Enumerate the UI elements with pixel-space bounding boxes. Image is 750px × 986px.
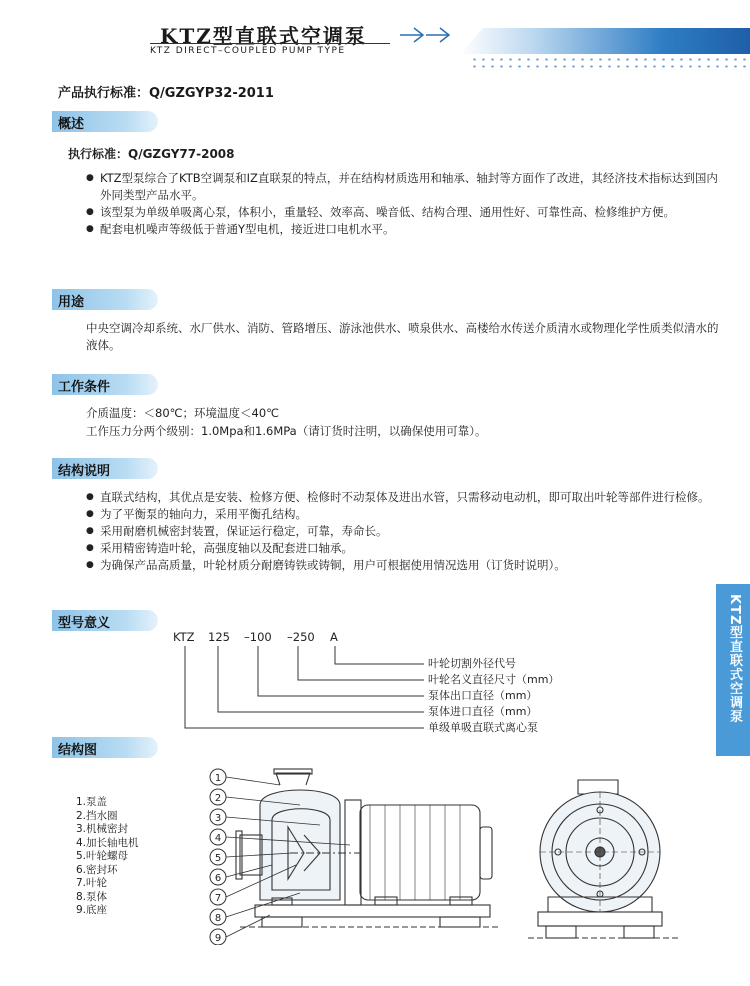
section-header-usage: 用途: [52, 289, 158, 310]
callout-3: 3: [214, 813, 222, 824]
meaning-impeller-size: 叶轮名义直径尺寸（mm）: [428, 673, 560, 686]
meaning-outlet-diameter: 泵体出口直径（mm）: [428, 689, 538, 702]
list-item: 7.叶轮: [76, 877, 108, 889]
section-header-conditions: 工作条件: [52, 374, 158, 395]
list-item: 6.密封环: [76, 863, 118, 876]
list-item: ● 该型泵为单级单吸离心泵，体积小，重量轻、效率高、噪音低、结构合理、通用性好、可靠性高、检修维护方便。: [86, 204, 726, 221]
callout-9: 9: [214, 933, 222, 944]
page-title: KTZ型直联式空调泵: [160, 24, 367, 48]
model-code-cut: A: [330, 630, 338, 644]
model-code-impeller: –250: [287, 630, 315, 644]
list-item: ● 为确保产品高质量，叶轮材质分耐磨铸铁或铸铜，用户可根据使用情况选用（订货时说明）。: [86, 557, 726, 574]
section-header-model: 型号意义: [52, 610, 158, 631]
callout-2: 2: [214, 793, 222, 804]
pump-front-view-drawing: [518, 772, 708, 947]
product-standard: 产品执行标准：Q/GZGYP32-2011: [58, 86, 274, 101]
meaning-cut-code: 叶轮切割外径代号: [428, 657, 516, 670]
section-header-diagram: 结构图: [52, 737, 158, 758]
list-item: 3.机械密封: [76, 823, 129, 835]
list-item: 1.泵盖: [76, 796, 108, 808]
callout-6: 6: [214, 873, 222, 884]
list-item: ● 为了平衡泵的轴向力，采用平衡孔结构。: [86, 506, 726, 523]
meaning-inlet-diameter: 泵体进口直径（mm）: [428, 705, 538, 718]
model-meanings: [428, 656, 559, 736]
list-item: 4.加长轴电机: [76, 836, 139, 849]
list-item: ● 配套电机噪声等级低于普通Y型电机，接近进口电机水平。: [86, 221, 726, 238]
model-code-ktz: KTZ: [173, 630, 195, 644]
list-item: 8.泵体: [76, 890, 108, 903]
model-code-outlet: –100: [244, 630, 272, 644]
section-header-overview: 概述: [52, 111, 158, 132]
callout-7: 7: [214, 893, 222, 904]
conditions-pressure: 工作压力分两个级别：1.0Mpa和1.6MPa（请订货时注明，以确保使用可靠）。: [86, 424, 487, 438]
callout-1: 1: [214, 773, 222, 784]
list-item: 9.底座: [76, 904, 108, 916]
list-item: ● KTZ型泵综合了KTB空调泵和IZ直联泵的特点，并在结构材质选用和轴承、轴封等方面作了改进，其经济技术指标达到国内外同类型产品水平。: [86, 170, 726, 204]
list-item: ● 采用耐磨机械密封装置，保证运行稳定，可靠，寿命长。: [86, 523, 726, 540]
side-tab: KTZ型直联式空调泵: [716, 584, 750, 756]
model-code-inlet: 125: [208, 630, 230, 644]
pump-side-view-drawing: [200, 765, 510, 945]
meaning-pump-type: 单级单吸直联式离心泵: [428, 721, 538, 734]
callout-8: 8: [214, 913, 222, 924]
list-item: 2.挡水圈: [76, 809, 118, 822]
callout-4: 4: [214, 833, 222, 844]
parts-list: [76, 796, 139, 918]
list-item: ● 采用精密铸造叶轮，高强度轴以及配套进口轴承。: [86, 540, 726, 557]
usage-text: 中央空调冷却系统、水厂供水、消防、管路增压、游泳池供水、喷泉供水、高楼给水传送介质清水或物理化学性质类似清水的液体。: [86, 321, 719, 352]
overview-standard: 执行标准：Q/GZGY77-2008: [68, 147, 235, 161]
page-subtitle: KTZ DIRECT–COUPLED PUMP TYPE: [150, 46, 346, 56]
section-header-structure: 结构说明: [52, 458, 158, 479]
callout-5: 5: [214, 853, 222, 864]
conditions-temperature: 介质温度：＜80℃；环境温度＜40℃: [86, 406, 280, 420]
list-item: ● 直联式结构，其优点是安装、检修方便、检修时不动泵体及进出水管，只需移动电动机，即可取出叶轮等部件进行检修。: [86, 489, 726, 506]
list-item: 5.叶轮螺母: [76, 850, 129, 862]
